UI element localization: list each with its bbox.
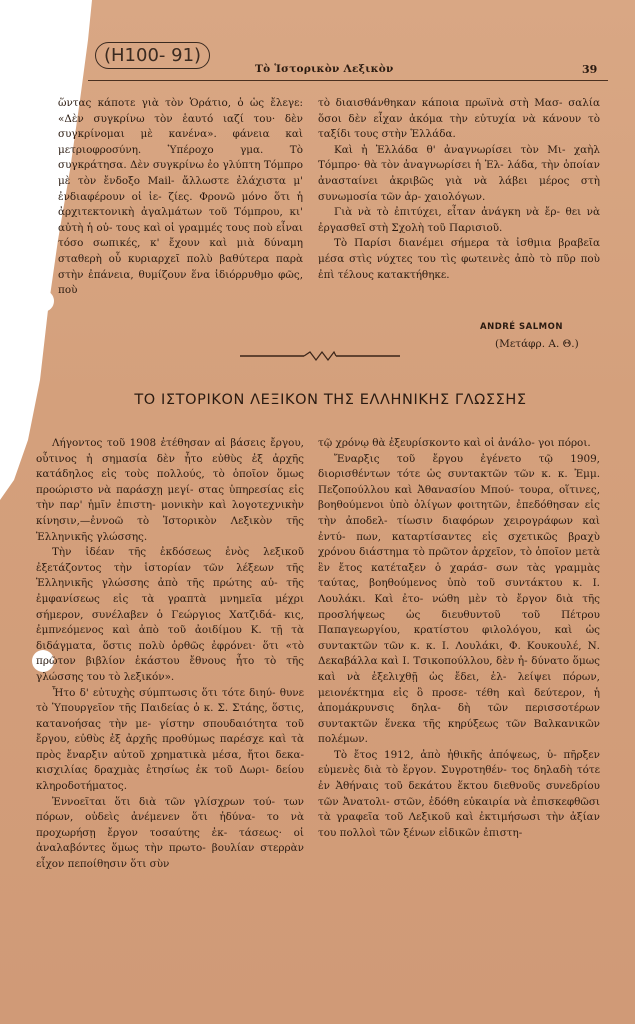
paragraph: Τὸ ἔτος 1912, ἀπὸ ἠθικῆς ἀπόψεως, ὑ- πῆρξεν εὐμενὲς διὰ τὸ ἔργον. Συγροτηθέν- τος δηλαδὴ τότε ἐν Ἀθήναις τοῦ δεκάτου ἕκτου διεθνοῦς συνεδρίου τῶν Ἀνατολι- στῶν, ἐδόθη εὐκαιρία νὰ ἐπισκεφθῶσι τὰ γραφεῖα τοῦ Λεξικοῦ καὶ ἐκτιμήσωσι τὴν ἀξίαν του πολλοὶ τῶν ξένων εἰδικῶν ἐπιστη-	[318, 748, 600, 839]
page-number: 39	[582, 63, 598, 76]
paragraph: ὥντας κάποτε γιὰ τὸν Ὁράτιο, ὁ ὡς ἔλεγε: «Δὲν συγκρίνω τὸν ἑαυτό ιαζί του· δὲν συγκρίνομαι μὲ κανένα». φάνεια καὶ μετριοφροσύνη. Ὑπέροχο γμα. Τὸ συγκράτησα. Δὲν συγκρίνω ἐο γλύπτη Τόμπρο μὲ τὸν ἔνδοξο Mail- ἄλλωστε ἐλάχιστα μ' ἐνδιαφέρουν οἱ ἱε- ζίες. Φρονῶ μόνο ὅτι ἡ ἀρχιτεκτονικὴ ἀγαλμάτων τοῦ Τόμπρου, κι' αὐτὴ ἡ οὐ- τους καὶ οἱ γραμμές τους ποὺ εἶναι τόσο σωπικές, κ' ἔχουν καὶ μιὰ δύναμη σταθερὴ οὗ κυριαρχεῖ πολὺ βαθύτερα παρὰ στὴν ἐπάνεια, θυμίζουν ἕνα ἰδιόρρυθμο φῶς, ποὺ	[58, 97, 303, 297]
article-left-column	[36, 436, 304, 873]
handwritten-annotation: (Η100- 91)	[95, 42, 210, 69]
paragraph: Τὸ Παρίσι διανέμει σήμερα τὰ ἰσθμια βραβεῖα μέσα στὶς νύχτες του τὶς φωτεινὲς ἀπὸ τὸ πῦρ ποὺ ἐπὶ τέλους κατακτήθηκε.	[318, 237, 600, 281]
paragraph: Γιὰ νὰ τὸ ἐπιτύχει, εἶταν ἀνάγκη νὰ ἔρ- θει νὰ ἐργασθεῖ στὴ Σχολὴ τοῦ Παρισιοῦ.	[318, 206, 600, 234]
paragraph: Λήγοντος τοῦ 1908 ἐτέθησαν αἱ βάσεις ἔργου, οὗτινος ἡ σημασία δὲν ἦτο εὐθὺς ἐξ ἀρχῆς κατάδηλος εἰς τοὺς πολλούς, τὸ ὁποῖον ὅμως προώριστο νὰ παράσχῃ μεγί- στας ὑπηρεσίας εἰς τὴν παρ' ἡμῖν ἐπιστη- μονικὴν καὶ λογοτεχνικὴν κίνησιν,—ἐννοῶ τὸ Ἱστορικὸν Λεξικὸν τῆς Ἑλληνικῆς γλώσσης.	[36, 437, 304, 543]
previous-article-right-column	[318, 96, 600, 283]
running-head: Τὸ Ἱστορικὸν Λεξικὸν	[255, 63, 394, 75]
previous-article-left-column	[58, 96, 303, 299]
paragraph: Τὴν ἰδέαν τῆς ἐκδόσεως ἑνὸς λεξικοῦ ἐξετάζοντος τὴν ἱστορίαν τῶν λέξεων τῆς Ἑλληνικῆς γλώσσης ἀπὸ τῆς πρώτης αὐ- τῆς ἐμφανίσεως εἰς τὰ γραπτὰ μνημεῖα μέχρι σήμερον, συνέλαβεν ὁ Γεώργιος Χατζιδά- κις, ἐμπνεόμενος καὶ ἀπὸ τοῦ ἀοιδίμου Κ. τῇ τὰ διδάγματα, ὅστις πολὺ ὀρθῶς ἐφρόνει· ὅτι «τὸ πρῶτον βιβλίον ἑκάστου ἔθνους ἦτο τὸ τῆς γλώσσης του τὸ λεξικόν».	[36, 546, 304, 683]
article-right-column	[318, 436, 600, 841]
paragraph: Ἦτο δ' εὐτυχὴς σύμπτωσις ὅτι τότε διηύ- θυνε τὸ Ὑπουργεῖον τῆς Παιδείας ὁ κ. Σ. Στάης, ὅστις, κατανοήσας τὴν με- γίστην σπουδαιότητα τοῦ ἔργου, εὐθὺς ἐξ ἀρχῆς προθύμως παρέσχε καὶ τὰ πρὸς ἔναρξιν αὐτοῦ χρηματικὰ μέσα, ἤτοι δεκα- κισχιλίας δραχμὰς ἐτησίως ἐκ τοῦ Δωρι- δείου κληροδοτήματος.	[36, 686, 304, 793]
header-rule	[88, 80, 608, 81]
punch-hole-top	[32, 290, 54, 312]
paragraph: Ἔναρξις τοῦ ἔργου ἐγένετο τῷ 1909, διορισθέντων τότε ὡς συντακτῶν τῶν κ. κ. Ἐμμ. Πεζοπούλλου καὶ Ἀθανασίου Μπού- τουρα, οἵτινες, βοηθούμενοι ὑπὸ ὀλίγων φοιτητῶν, ἐπεδόθησαν εἰς τὴν ἀποδελ- τίωσιν διαφόρων χειρογράφων καὶ ἐντύ- πων, καταρτίσαντες εἰς σχετικῶς βραχὺ χρόνου διάστημα τὸ πρῶτον ἀρχεῖον, τὸ ὁποῖον μετὰ ἓν ἔτος κατέταξεν ὁ χαράσ- σων τὰς γραμμὰς ταύτας, βοηθούμενος ὑπὸ τοῦ συντάκτου κ. Ι. Λουλάκι. Καὶ ἐτο- νώθη μὲν τὸ ἔργον διὰ τῆς προσλήψεως ὡς διευθυντοῦ τοῦ Πέτρου Παπαγεωργίου, κρατίστου φιλολόγου, καὶ ὡς συντακτῶν τῶν κ. κ. Ι. Λουλάκι, Φ. Κουκουλέ, Ν. Δεκαβάλλα καὶ Ι. Τσικοπούλλου, δὲν ἠ- δύνατο ὅμως καὶ νὰ ἐξελιχθῇ ὡς ἔδει, ἐλ- λείψει πόρων, μειονέκτημα εἰς ὃ προσε- τέθη καὶ δεύτερον, ἡ ἀπομάκρυνσις δηλα- δὴ τῶν περισσοτέρων συντακτῶν ἕνεκα τῆς κηρύξεως τῶν Βαλκανικῶν πολέμων.	[318, 452, 600, 746]
paragraph: τὸ διαισθάνθηκαν κάποια πρωϊνὰ στὴ Μασ- σαλία ὅσοι δὲν εἶχαν ἀκόμα τὴν εὐτυχία νὰ κάνουν τὸ ταξίδι τους στὴν Ἑλλάδα.	[318, 97, 600, 141]
author-signature: ANDRÉ SALMON	[480, 322, 563, 332]
paragraph: Ἐννοεῖται ὅτι διὰ τῶν γλίσχρων τού- των πόρων, οὐδεὶς ἀνέμενεν ὅτι ἠδύνα- το νὰ προχωρήσῃ ἔργον τοσαύτης ἐκ- τάσεως· οἱ ἀναλαβόντες ὅμως τὴν πρωτο- βουλίαν στερρὰν εἶχον πεποίθησιν ὅτι σὺν	[36, 795, 304, 871]
divider-ornament-icon	[240, 350, 400, 362]
article-title: ΤΟ ΙΣΤΟΡΙΚΟΝ ΛΕΞΙΚΟΝ ΤΗΣ ΕΛΛΗΝΙΚΗΣ ΓΛΩΣΣΗΣ	[134, 392, 527, 408]
paragraph: τῷ χρόνῳ θὰ ἐξευρίσκοντο καὶ οἱ ἀνάλο- γοι πόροι.	[318, 437, 591, 449]
translator-credit: (Μετάφρ. Α. Θ.)	[495, 338, 579, 350]
paragraph: Καὶ ἡ Ἑλλάδα θ' ἀναγνωρίσει τὸν Μι- χαὴλ Τόμπρο· θὰ τὸν ἀναγνωρίσει ἡ Ἑλ- λάδα, τὴν ὁποίαν ἀνασταίνει ἀκριβῶς γιὰ νὰ λάβει μέρος στὴ συνωμοσία τῶν ἀρ- χαιολόγων.	[318, 143, 600, 203]
